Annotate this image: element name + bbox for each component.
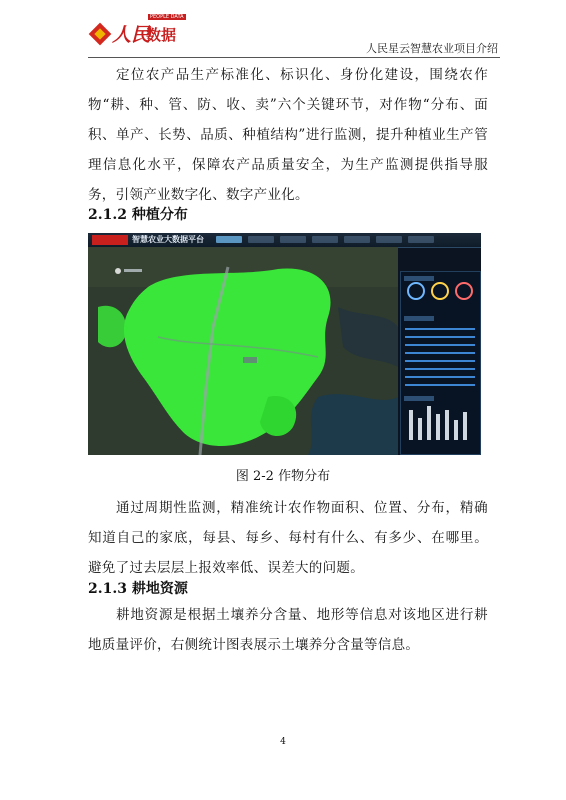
dashboard-tabs (216, 236, 434, 243)
people-data-logo (92, 14, 184, 52)
paragraph-cultivated-land: 耕地资源是根据土壤养分含量、地形等信息对该地区进行耕地质量评价，右侧统计图表展示土壤养分含量等信息。 (88, 607, 488, 653)
dashboard-logo (92, 235, 128, 245)
stats-bar (418, 418, 422, 440)
stats-bar (427, 406, 431, 440)
logo-data-text: 数据 (146, 26, 177, 44)
logo-badge: PEOPLE DATA (150, 14, 184, 20)
dashboard-title: 智慧农业大数据平台 (132, 235, 204, 244)
logo-diamond-icon (89, 23, 112, 46)
stats-row (405, 360, 475, 362)
stats-panel-header (404, 276, 434, 281)
dashboard-tab (408, 236, 434, 243)
dashboard-tab (216, 236, 242, 243)
satellite-crop-map (88, 247, 398, 455)
gauge-icon (431, 282, 449, 300)
figure-caption: 图 2-2 作物分布 (235, 469, 331, 484)
stats-row (405, 336, 475, 338)
map-town (243, 357, 257, 363)
section-heading-planting-distribution: 2.1.2 种植分布 (88, 207, 188, 223)
stats-table-header (404, 316, 434, 321)
document-title: 人民星云智慧农业项目介绍 (366, 42, 498, 55)
stats-chart-header (404, 396, 434, 401)
map-date-label (124, 269, 142, 272)
stats-bar (436, 414, 440, 440)
dashboard-tab (376, 236, 402, 243)
gauge-icon (407, 282, 425, 300)
page-header (0, 0, 566, 62)
stats-bar (409, 410, 413, 440)
header-divider (88, 57, 500, 58)
paragraph-monitoring: 通过周期性监测，精准统计农作物面积、位置、分布，精确知道自己的家底，每县、每乡、每村有什么、有多少、在哪里。避免了过去层层上报效率低、误差大的问题。 (88, 500, 488, 576)
stats-bar (445, 410, 449, 440)
page-number: 4 (280, 737, 286, 747)
stats-bar (463, 412, 467, 440)
dashboard-tab (312, 236, 338, 243)
dashboard-tab (344, 236, 370, 243)
map-time-marker-icon (115, 268, 121, 274)
crop-distribution-dashboard-image (88, 233, 481, 455)
map-water (308, 394, 398, 455)
stats-bar (454, 420, 458, 440)
stats-row (405, 368, 475, 370)
dashboard-top-bar (88, 233, 481, 248)
logo-text: 人民 (112, 24, 151, 46)
dashboard-tab (280, 236, 306, 243)
stats-row (405, 384, 475, 386)
stats-row (405, 344, 475, 346)
gauge-icon (455, 282, 473, 300)
dashboard-stats-panel (400, 271, 481, 455)
section-heading-cultivated-land: 2.1.3 耕地资源 (88, 581, 188, 597)
dashboard-tab (248, 236, 274, 243)
stats-row (405, 328, 475, 330)
paragraph-intro: 定位农产品生产标准化、标识化、身份化建设，围绕农作物“耕、种、管、防、收、卖”六个关键环节，对作物“分布、面积、单产、长势、品质、种植结构”进行监测，提升种植业生产管理信息化水平，保障农产品质量安全，为生产监测提供指导服务，引领产业数字化、数字产业化。 (88, 67, 488, 203)
stats-row (405, 352, 475, 354)
stats-row (405, 376, 475, 378)
